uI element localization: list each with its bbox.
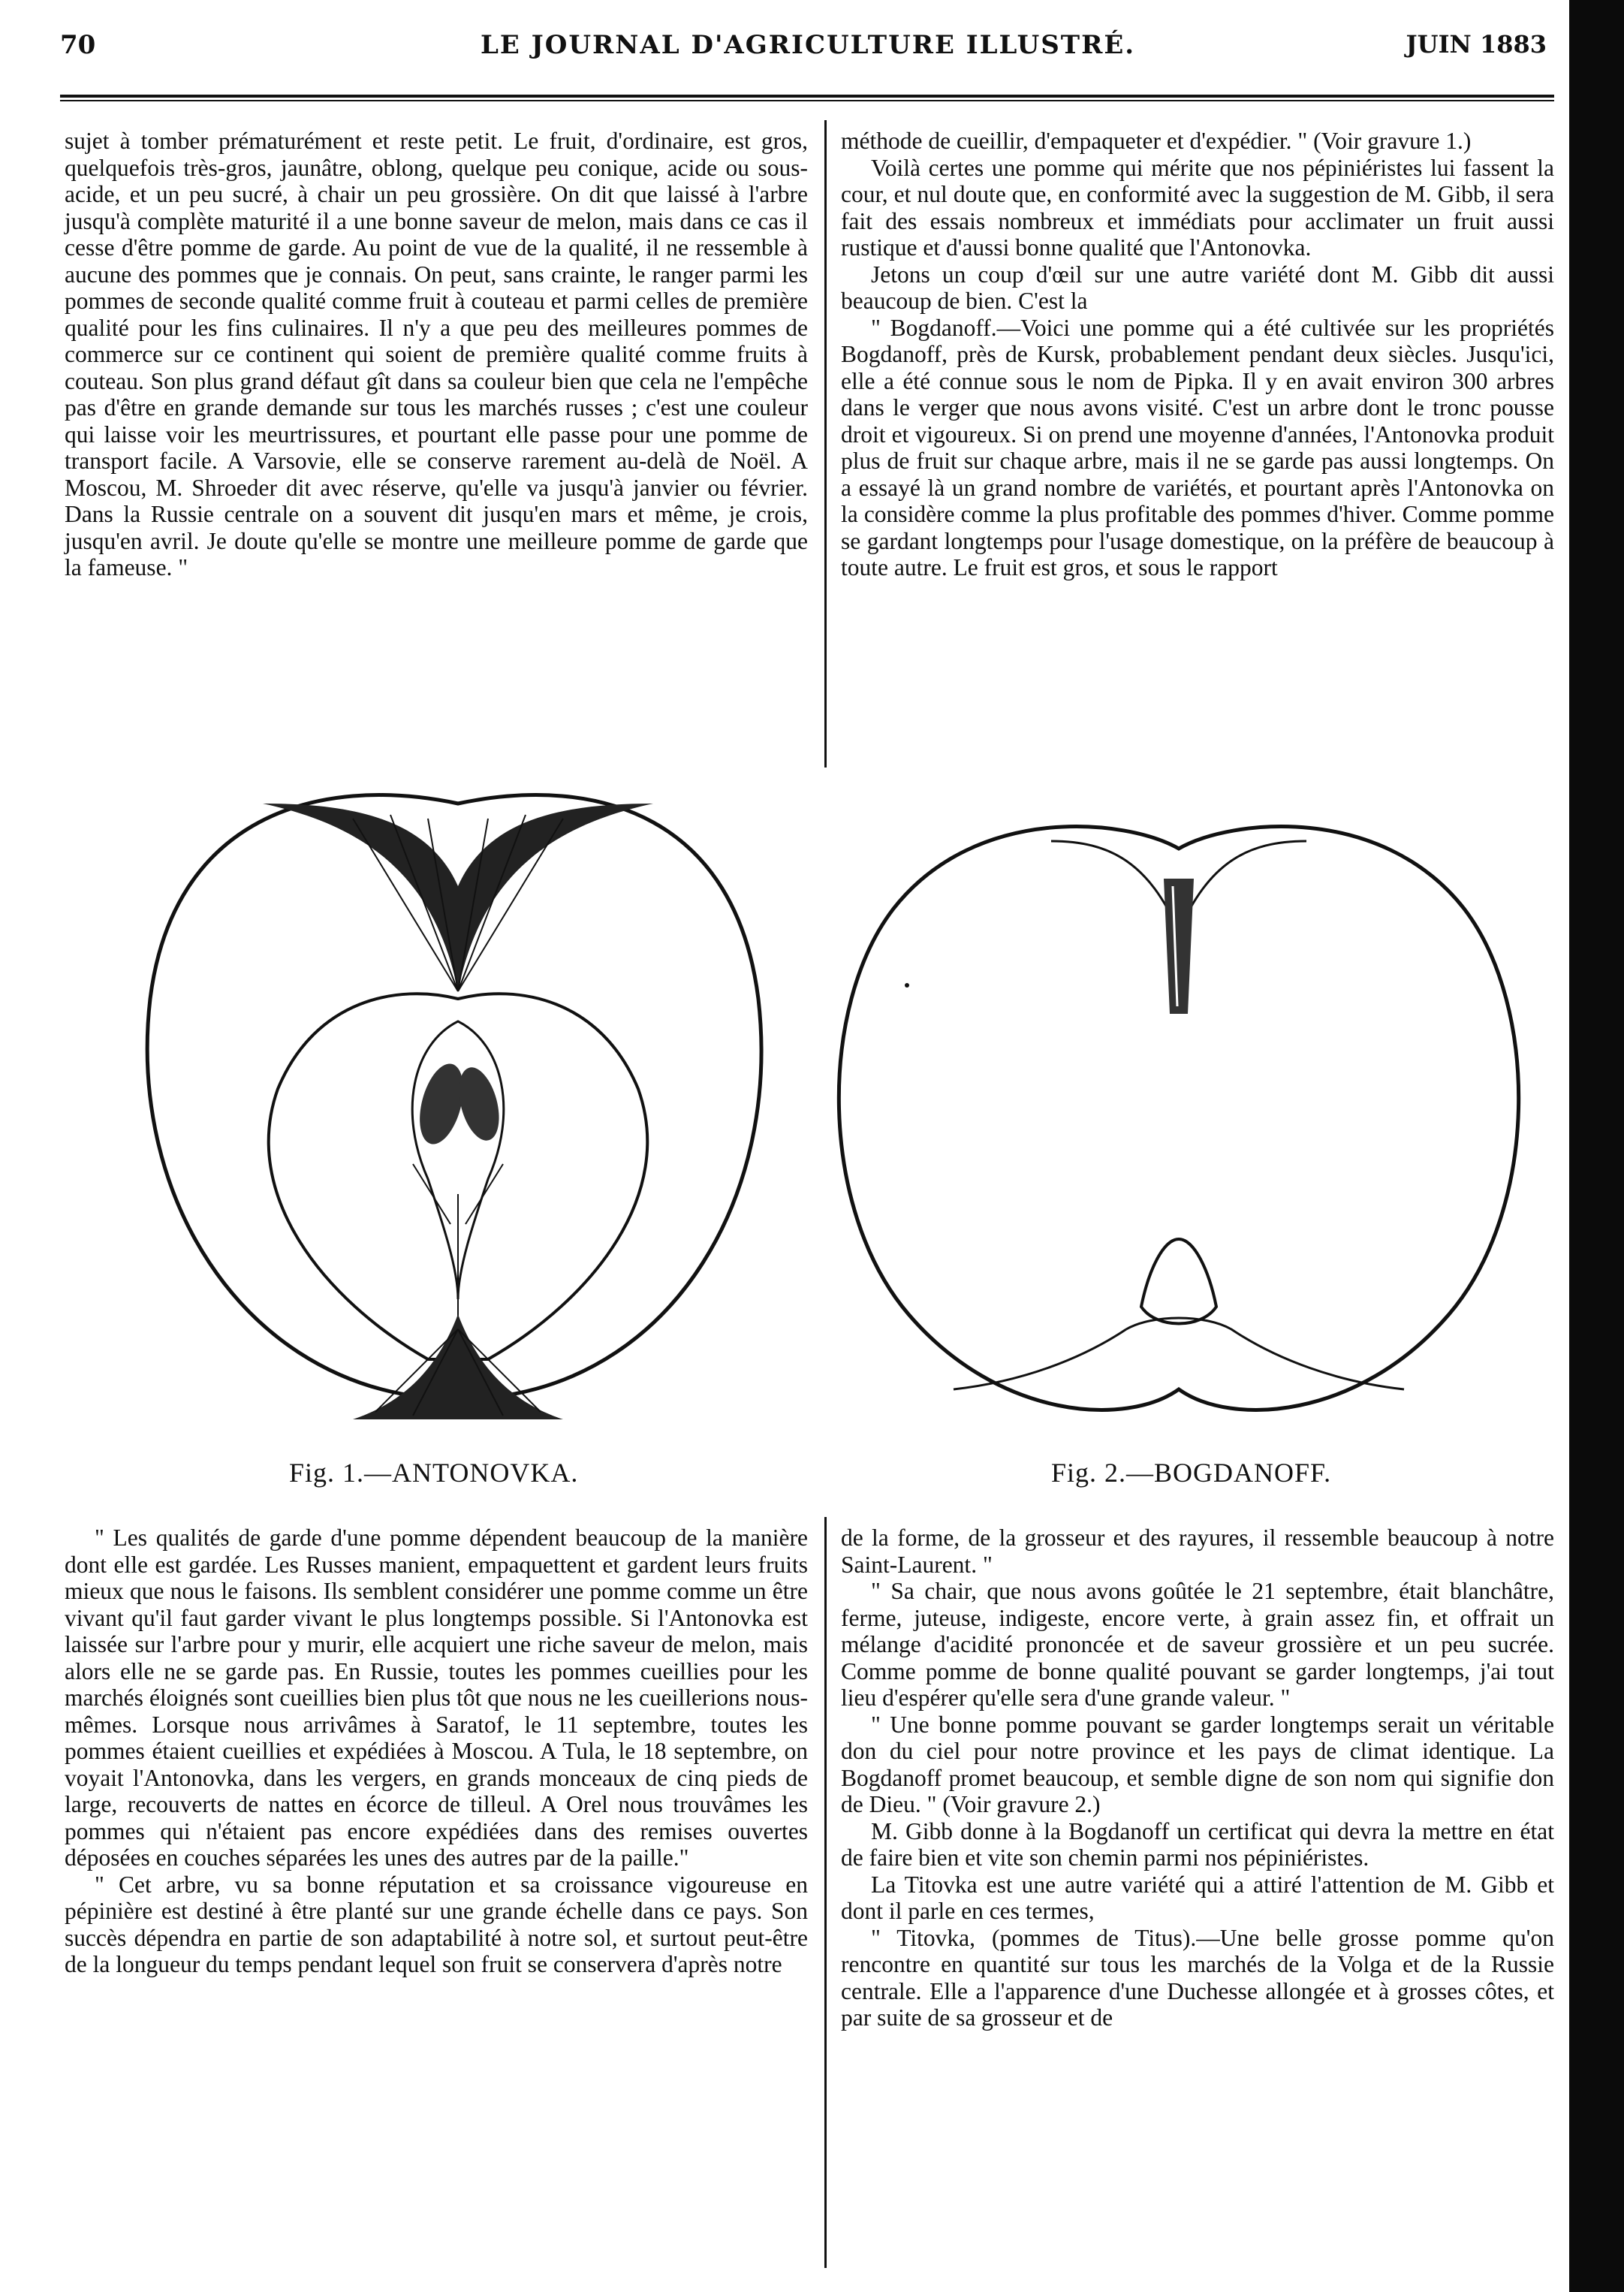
header-rule-thin [60, 100, 1554, 101]
column-top-right [841, 128, 1554, 581]
paragraph: Jetons un coup d'œil sur une autre variété dont M. Gibb dit aussi beaucoup de bien. C'est la [841, 261, 1554, 314]
issue-date: JUIN 1883 [1406, 30, 1547, 59]
figure-2-caption: Fig. 2.—BOGDANOFF. [1051, 1458, 1332, 1488]
paragraph: La Titovka est une autre variété qui a attiré l'attention de M. Gibb et dont il parle en ces termes, [841, 1871, 1554, 1924]
antonovka-apple-illustration [128, 774, 788, 1427]
paragraph: méthode de cueillir, d'empaqueter et d'expédier. " (Voir gravure 1.) [841, 128, 1472, 154]
column-bottom-right [841, 1524, 1554, 2031]
scan-edge-bar [1569, 0, 1624, 2292]
paragraph: " Bogdanoff.—Voici une pomme qui a été cultivée sur les propriétés Bogdanoff, près de Kursk, probablement pendant deux siècles. Jusqu'ici, elle a été connue sous le nom de Pipka. Il y en avait environ 300 arbres dans le verger que nous avons visité. C'est un arbre dont le tronc pousse droit et vigoureux. Si on prend une moyenne d'années, l'Antonovka produit plus de fruit sur chaque arbre, mais il ne se garde pas aussi longtemps. On a essayé là un grand nombre de variétés, et pourtant après l'Antonovka on la considère comme la plus profitable des pommes d'hiver. Comme pomme se gardant longtemps pour l'usage domestique, on la préfère de beaucoup à toute autre. Le fruit est gros, et sous le rapport [841, 314, 1554, 581]
paragraph: M. Gibb donne à la Bogdanoff un certificat qui devra la mettre en état de faire bien et vite son chemin parmi nos pépiniéristes. [841, 1817, 1554, 1871]
journal-title: LE JOURNAL D'AGRICULTURE ILLUSTRÉ. [481, 30, 1136, 60]
column-top-left [65, 128, 808, 581]
header-rule [60, 95, 1554, 98]
column-separator [824, 120, 827, 768]
page-number: 70 [60, 30, 96, 60]
paragraph: " Une bonne pomme pouvant se garder longtemps serait un véritable don du ciel pour notre province et les pays de climat identique. La Bogdanoff promet beaucoup, et semble digne de son nom qui signifie don de Dieu. " (Voir gravure 2.) [841, 1711, 1554, 1817]
paragraph: sujet à tomber prématurément et reste petit. Le fruit, d'ordinaire, est gros, quelquefois très-gros, jaunâtre, oblong, quelque peu conique, acide ou sous-acide, et un peu sucré, à chair un peu grossière. On dit que laissé à l'arbre jusqu'à complète maturité il a une bonne saveur de melon, mais dans ce cas il cesse d'être pomme de garde. Au point de vue de la qualité, il ne ressemble à aucune des pommes que je connais. On peut, sans crainte, le ranger parmi les pommes de seconde qualité comme fruit à couteau et parmi celles de première qualité pour les fins culinaires. Il n'y a que peu des meilleures pommes de commerce sur ce continent qui soient de première qualité comme fruits à couteau. Son plus grand défaut gît dans sa couleur bien que cela ne l'empêche pas d'être en grande demande sur tous les marchés russes ; c'est une couleur qui laisse voir les meurtrissures, et pourtant elle passe pour une pomme de transport facile. A Varsovie, elle se conserve rarement au-delà de Noël. A Moscou, M. Shroeder dit avec réserve, qu'elle va jusqu'à janvier ou février. Dans la Russie centrale on a souvent dit jusqu'en mars et même, je crois, jusqu'en avril. Je doute qu'elle se montre une meilleure pomme de garde que la fameuse. " [65, 128, 808, 581]
page-header [60, 30, 1554, 75]
paragraph: " Cet arbre, vu sa bonne réputation et sa croissance vigoureuse en pépinière est destiné à être planté sur une grande échelle dans ce pays. Son succès dépendra en partie de son adaptabilité à notre sol, et surtout peut-être de la longueur du temps pendant lequel son fruit se conservera d'après notre [65, 1871, 808, 1977]
paragraph: Voilà certes une pomme qui mérite que nos pépiniéristes lui fassent la cour, et nul doute que, en conformité avec la suggestion de M. Gibb, il sera fait des essais nombreux et immédiats pour acclimater un fruit aussi rustique et d'aussi bonne qualité que l'Antonovka. [841, 154, 1554, 261]
column-separator [824, 1517, 827, 2268]
figure-1-caption: Fig. 1.—ANTONOVKA. [289, 1458, 579, 1488]
paragraph: de la forme, de la grosseur et des rayures, il ressemble beaucoup à notre Saint-Laurent. " [841, 1524, 1554, 1578]
paragraph: " Sa chair, que nous avons goûtée le 21 septembre, était blanchâtre, ferme, juteuse, indigeste, encore verte, à grain assez fin, et offrait un mélange d'acidité prononcée et de saveur grossière et un peu sucrée. Comme pomme de bonne qualité pouvant se garder longtemps, j'ai tout lieu d'espérer qu'elle sera d'une grande valeur. " [841, 1578, 1554, 1711]
bogdanoff-apple-illustration [811, 789, 1547, 1434]
column-bottom-left [65, 1524, 808, 1978]
paragraph: " Les qualités de garde d'une pomme dépendent beaucoup de la manière dont elle est gardée. Les Russes manient, empaquettent et gardent leurs fruits mieux que nous le faisons. Ils semblent considérer une pomme comme un être vivant qu'il faut garder vivant le plus longtemps possible. Si l'Antonovka est laissée sur l'arbre pour y murir, elle acquiert une riche saveur de melon, mais alors elle ne se garde pas. En Russie, toutes les pommes cueillies pour les marchés éloignés sont cueillies bien plus tôt que nous ne les cueillerions nous-mêmes. Lorsque nous arrivâmes à Saratof, le 11 septembre, toutes les pommes étaient cueillies et expédiées à Moscou. A Tula, le 18 septembre, on voyait l'Antonovka, dans les vergers, en grands monceaux de cinq pieds de large, recouverts de nattes en écorce de tilleul. A Orel nous trouvâmes les pommes qui n'étaient pas encore expédiées dans des remises ouvertes déposées en couches séparées les unes des autres par de la paille." [65, 1524, 808, 1871]
paragraph: " Titovka, (pommes de Titus).—Une belle grosse pomme qu'on rencontre en quantité sur tous les marchés de la Volga et de la Russie centrale. Elle a l'apparence d'une Duchesse allongée et à grosses côtes, et par suite de sa grosseur et de [841, 1924, 1554, 2031]
